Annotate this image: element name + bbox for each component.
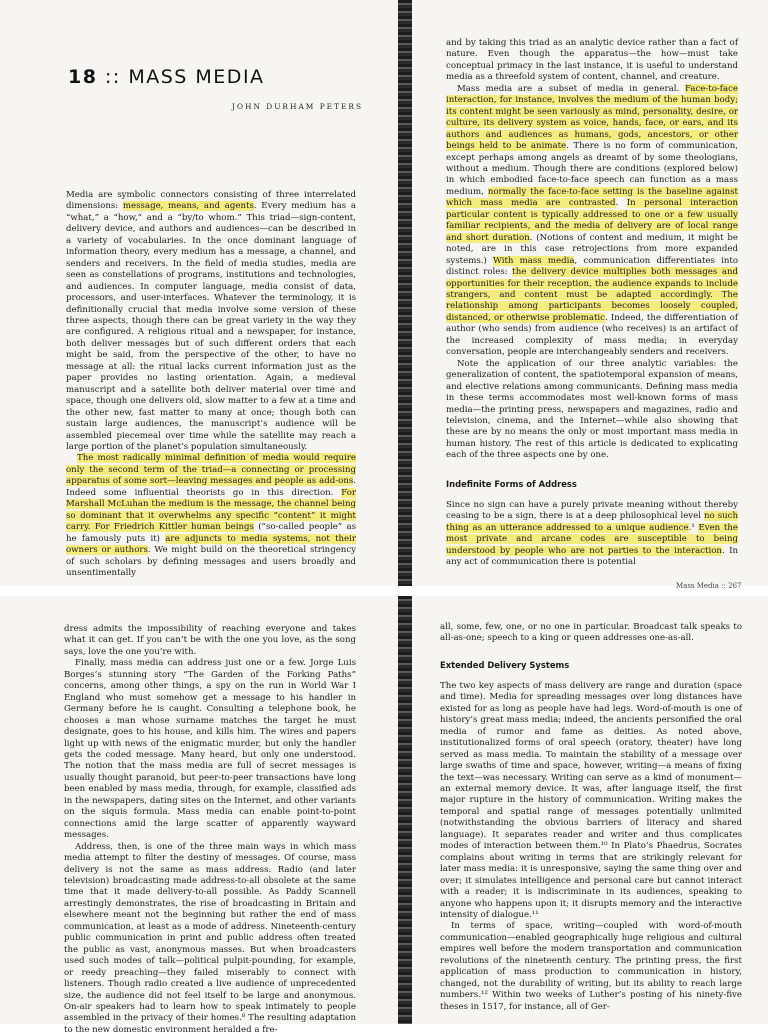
binding-spine-bottom xyxy=(398,596,412,1024)
body-text: .¹ xyxy=(688,522,699,533)
paragraph xyxy=(446,38,738,84)
body-text: Address, then, is one of the three main ways in which mass media attempt to filter the destiny of messages. Of course, mass delivery is not the same as mass address. Radio (and later television) broadcasting made address-to-all obsolete at the same time that it made delivery-to-all possible. As Paddy Scannell arrestingly demonstrates, the rise of broadcasting in Britain and elsewhere meant not the beginning but rather the end of mass communication, at least as a mode of address. Nineteenth-century public communication in print and public address often treated the public as vast, anonymous masses. But when broadcasters used such modes of talk—political pulpit-pounding, for example, or reedy preaching—they failed miserably to connect with listeners. Though radio created a live audience of unprecedented size, the audience did not feel itself to be large and anonymous. On-air speakers had to learn how to speak intimately to people assembled in the privacy of their homes.⁸ The resulting adaptation to the new domestic environment heralded a fre- xyxy=(64,841,356,1035)
highlighted-text: For Marshall McLuhan the medium is the message, the channel being so dominant that it overwhelms any specific “content” it might carry. For Friedrich Kittler human beings xyxy=(66,487,356,533)
chapter-name: MASS MEDIA xyxy=(128,66,265,88)
body-text: , communication differentiates into distinct roles: xyxy=(446,255,739,278)
body-text: . In any act of communication there is potential xyxy=(446,545,738,568)
highlighted-text: normally the face-to-face setting is the baseline against which mass media are contrasted xyxy=(446,186,739,209)
section-heading: Indefinite Forms of Address xyxy=(446,478,577,489)
page-top-right xyxy=(412,0,768,590)
page3-text-column xyxy=(64,624,356,1036)
body-text: dress admits the impossibility of reaching everyone and takes what it can get. If you can’t be with the one you love, as the song says, love the one you’re with. xyxy=(64,624,356,657)
paragraph xyxy=(66,190,356,453)
body-text: Finally, mass media can address just one or a few. Jorge Luis Borges’s stunning story “The Garden of the Forking Paths” concerns, among other things, a spy on the run in World War I England who must somehow get a message to his handler in Germany before he is caught. Consulting a telephone book, he chooses a man whose surname matches the target he must designate, goes to his house, and kills him. The wires and papers light up with news of the enigmatic murder, but only the handler gets the coded message. Many heard, but only one understood. The notion that the mass media are full of secret messages is usually thought paranoid, but peer-to-peer transactions have long been enabled by mass media, through, for example, classified ads in the newspapers, dating sites on the Internet, and other variants on the siquis formula. Mass media can enable point-to-point connections amid the large scatter of apparently wayward messages. xyxy=(64,658,356,841)
body-text: . There is no form of communication, except perhaps among angels as dreamt of by some theologians, without a medium. Though there are conditions (explored below) in which embodied face-to-face speech can function as a mass medium, xyxy=(446,141,739,197)
body-text: . Indeed some influential theorists go in this direction. xyxy=(66,476,356,498)
binding-spine-top xyxy=(398,0,412,586)
paragraph xyxy=(446,84,738,359)
chapter-number: 18 xyxy=(68,66,98,88)
highlighted-text: In personal interaction particular content is typically addressed to one or a few usually familiar recipients, and the media of delivery are of local range and short duration xyxy=(446,198,739,243)
body-text: In terms of space, writing—coupled with word-of-mouth communication—enabled geographically huge religious and cultural empires well before the modern transportation and communication revolutions of the nineteenth century. The printing press, the first application of mass production to communication in history, changed, not the durability of writing, but its ability to reach large numbers.¹² Within two weeks of Luther’s posting of his ninety-five theses in 1517, for instance, all of Ger- xyxy=(440,921,742,1012)
body-text: Note the application of our three analytic variables: the generalization of content, the spatiotemporal expansion of means, and elective relations among communicants. Defining mass media in these terms accommodates most well-known forms of mass media—the printing press, newspapers and magazines, radio and television, cinema, and the Internet—while also showing that these are by no means the only or most important mass media in human history. The rest of this article is dedicated to explicating each of the three aspects one by one. xyxy=(446,358,738,461)
paragraph xyxy=(64,842,356,1036)
body-text: . Indeed, the differentiation of author (who sends) from audience (who receives) is an artifact of the increased complexity of mass media; in everyday conversation, people are interchangeably senders and receivers. xyxy=(446,312,738,358)
body-text: (“so-called people” as he famously puts it) xyxy=(66,522,356,544)
body-text: Since no sign can have a purely private meaning without thereby ceasing to be a sign, there is at a deep philosophical level xyxy=(446,499,738,522)
paragraph xyxy=(446,500,738,569)
section-heading: Extended Delivery Systems xyxy=(440,659,570,670)
body-text: Mass media are a subset of media in general. xyxy=(457,83,685,94)
chapter-separator: :: xyxy=(105,66,121,88)
highlighted-text: no such thing as an utterance addressed to a unique audience xyxy=(446,511,738,533)
body-text: and by taking this triad as an analytic device rather than a fact of nature. Even though the apparatus—the how—must take conceptual primacy in the last instance, it is useful to understand media as a threefold system of content, channel, and creature. xyxy=(446,38,738,83)
paragraph xyxy=(440,622,742,645)
body-text: . Every medium has a “what,” a “how,” and a “by/to whom.” This triad—sign-content, delivery device, and authors and audiences—can be described in a variety of vocabularies. In the once dominant language of information theory, every medium has a message, a channel, and senders and receivers. In the field of media studies, media are seen as constellations of programs, institutions and technologies, and audiences. In computer language, media consist of data, processors, and user-interfaces. Whatever the terminology, it is definitionally crucial that media involve some version of these three aspects, though there can be great variety in the way they are configured. A religious ritual and a newspaper, for instance, both deliver messages but of such different orders that each might be said, from the perspective of the other, to have no message at all: the ritual lacks current information just as the paper provides no lasting orientation. Again, a medieval manuscript and a satellite both deliver material over time and space, though one delivers old, slow matter to a few at a time and the other new, fast matter to many at once; though both can sustain large audiences, the manuscript’s audience will be assembled piecemeal over time while the satellite may reach a large portion of the planet’s population simultaneously. xyxy=(66,201,356,452)
author-name: JOHN DURHAM PETERS xyxy=(232,102,364,111)
page4-text-column xyxy=(440,622,742,1013)
highlighted-text: are adjuncts to media systems, not their owners or authors xyxy=(66,533,356,556)
page1-text-column xyxy=(66,190,356,579)
page-bottom-right xyxy=(412,596,768,1024)
highlighted-text: With mass media xyxy=(493,255,575,266)
paragraph xyxy=(446,359,738,462)
page-top-left xyxy=(0,0,398,586)
highlighted-text: The most radically minimal definition of media would require only the second term of the triad—a connecting or processing apparatus of some sort—leaving messages and people as add-ons xyxy=(66,453,356,487)
body-text: all, some, few, one, or no one in particular. Broadcast talk speaks to all-as-one; speech to a king or queen addresses one-as-all. xyxy=(440,622,742,644)
paragraph xyxy=(440,681,742,922)
body-text: The two key aspects of mass delivery are range and duration (space and time). Media for spreading messages over long distances have existed for as long as people have had legs. Word-of-mouth is one of history’s great mass media; indeed, the ancients personified the oral media of rumor and fame as deities. As noted above, institutionalized forms of oral speech (oratory, theater) have long served as mass media. To maintain the stability of a message over large swaths of time and space, however, writing—a means of fixing the text—was necessary. Writing can serve as a kind of monument—an external memory device. It was, after language itself, the first major rupture in the history of communication. Writing makes the temporal and spatial range of messages potentially unlimited (notwithstanding the obvious barriers of literacy and shared language). It separates reader and writer and thus complicates modes of interaction between them.¹⁰ In Plato’s Phaedrus, Socrates complains about writing in terms that are strikingly relevant for later mass media: it is unresponsive, saying the same thing over and over; it simulates intelligence and personal care but cannot interact with a reader; it is indiscriminate in its audiences, speaking to anyone who happens upon it; it disrupts memory and the interactive intensity of dialogue.¹¹ xyxy=(440,680,742,920)
chapter-title xyxy=(68,66,265,88)
highlighted-text: Even the most private and arcane codes are susceptible to being understood by people who are not parties to the interaction xyxy=(446,522,738,556)
highlighted-text: message, means, and agents xyxy=(122,201,254,212)
paragraph xyxy=(440,921,742,1013)
paragraph xyxy=(66,453,356,579)
running-footer: Mass Media :: 267 xyxy=(676,582,742,590)
highlighted-text: Face-to-face interaction, for instance, involves the medium of the human body; its content might be seen variously as mind, personality, desire, or culture, its delivery system as voice, hands, face, or ears, and its authors and audiences as humans, gods, ancestors, or other beings held to be animate xyxy=(446,83,738,152)
highlighted-text: the delivery device multiplies both messages and opportunities for their reception, the audience expands to include strangers, and content must be adapted accordingly. The relationship among participants becomes loosely coupled, distanced, or otherwise problematic xyxy=(446,267,738,323)
body-text: Media are symbolic connectors consisting of three interrelated dimensions: xyxy=(66,190,356,212)
body-text: . xyxy=(615,198,627,209)
paragraph xyxy=(64,658,356,841)
body-text: . We might build on the theoretical stringency of such scholars by defining messages and users broadly and unsentimentally xyxy=(66,545,356,578)
paragraph xyxy=(64,624,356,658)
page2-text-column xyxy=(446,38,738,568)
page-bottom-left xyxy=(0,596,398,1035)
body-text: . (Notions of content and medium, it might be noted, are in this case retrojections from more expanded systems.) xyxy=(446,232,739,266)
